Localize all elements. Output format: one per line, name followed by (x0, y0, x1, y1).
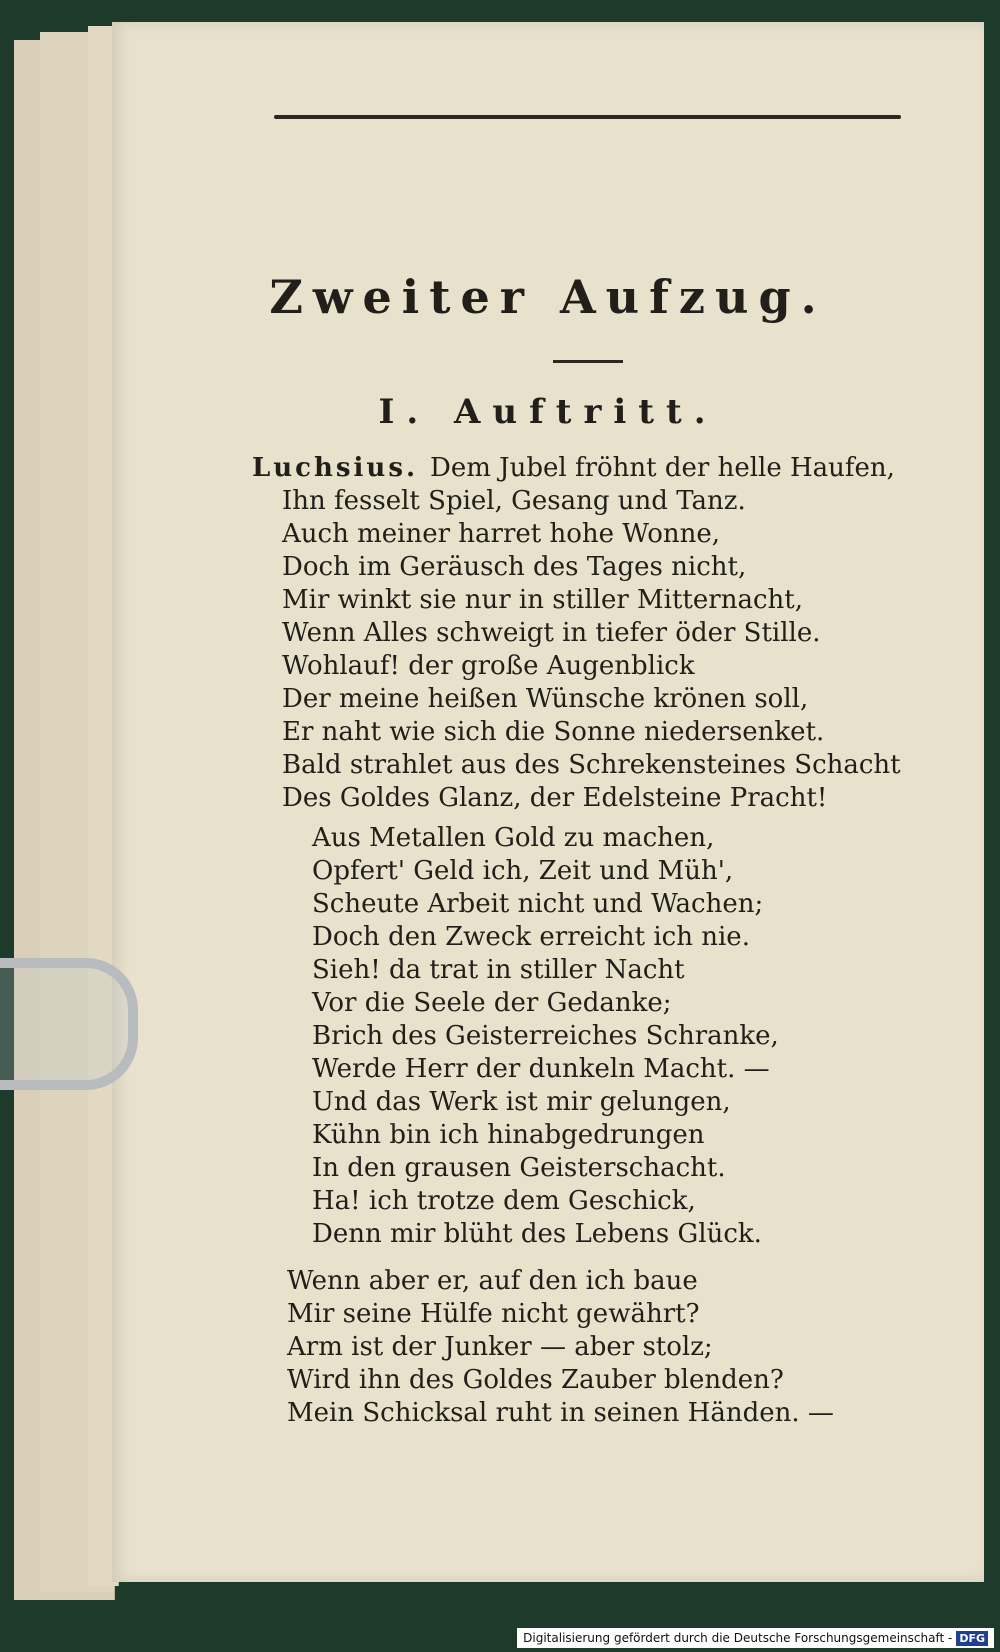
title-divider (553, 360, 623, 363)
verse-line: Vor die Seele der Gedanke; (312, 988, 672, 1018)
verse-line: Opfert' Geld ich, Zeit und Müh', (312, 856, 734, 886)
verse-line-text: Dem Jubel fröhnt der helle Haufen, (430, 453, 895, 483)
verse-block-2 (312, 822, 779, 1251)
verse-line: Mir winkt sie nur in stiller Mitternacht, (282, 585, 803, 615)
verse-line: Sieh! da trat in stiller Nacht (312, 955, 685, 985)
top-rule (274, 115, 901, 119)
verse-line: Werde Herr der dunkeln Macht. — (312, 1054, 770, 1084)
verse-block-1 (252, 452, 901, 815)
verse-line: Wenn aber er, auf den ich baue (287, 1266, 698, 1296)
scene-title: I. Auftritt. (378, 392, 718, 432)
verse-line: Wenn Alles schweigt in tiefer öder Stille. (282, 618, 821, 648)
digitization-credit (517, 1628, 994, 1648)
book-page (112, 22, 984, 1582)
verse-line: Mein Schicksal ruht in seinen Händen. — (287, 1398, 834, 1428)
verse-line: Brich des Geisterreiches Schranke, (312, 1021, 779, 1051)
verse-line: Doch im Geräusch des Tages nicht, (282, 552, 747, 582)
verse-line: In den grausen Geisterschacht. (312, 1153, 726, 1183)
verse-line: Der meine heißen Wünsche krönen soll, (282, 684, 809, 714)
verse-line: Mir seine Hülfe nicht gewährt? (287, 1299, 700, 1329)
verse-line: Ha! ich trotze dem Geschick, (312, 1186, 696, 1216)
dfg-logo: DFG (956, 1631, 988, 1646)
verse-line: Scheute Arbeit nicht und Wachen; (312, 889, 764, 919)
verse-line: Wohlauf! der große Augenblick (282, 651, 695, 681)
credit-text: Digitalisierung gefördert durch die Deutsche Forschungsgemeinschaft - (523, 1631, 953, 1645)
verse-line: Kühn bin ich hinabgedrungen (312, 1120, 705, 1150)
verse-line: Ihn fesselt Spiel, Gesang und Tanz. (282, 486, 746, 516)
verse-line: Wird ihn des Goldes Zauber blenden? (287, 1365, 784, 1395)
verse-line: Aus Metallen Gold zu machen, (312, 823, 715, 853)
verse-line: Denn mir blüht des Lebens Glück. (312, 1219, 762, 1249)
verse-line: Und das Werk ist mir gelungen, (312, 1087, 731, 1117)
verse-block-3 (287, 1265, 834, 1430)
verse-line: Arm ist der Junker — aber stolz; (287, 1332, 713, 1362)
page-clip-icon (0, 958, 138, 1090)
verse-line: Auch meiner harret hohe Wonne, (282, 519, 721, 549)
verse-line-first (252, 452, 901, 485)
verse-line: Doch den Zweck erreicht ich nie. (312, 922, 750, 952)
verse-line: Er naht wie sich die Sonne niedersenket. (282, 717, 825, 747)
verse-line: Des Goldes Glanz, der Edelsteine Pracht! (282, 783, 828, 813)
speaker-name: Luchsius. (252, 453, 419, 483)
act-title: Zweiter Aufzug. (269, 270, 827, 324)
verse-line: Bald strahlet aus des Schrekensteines Schacht (282, 750, 901, 780)
